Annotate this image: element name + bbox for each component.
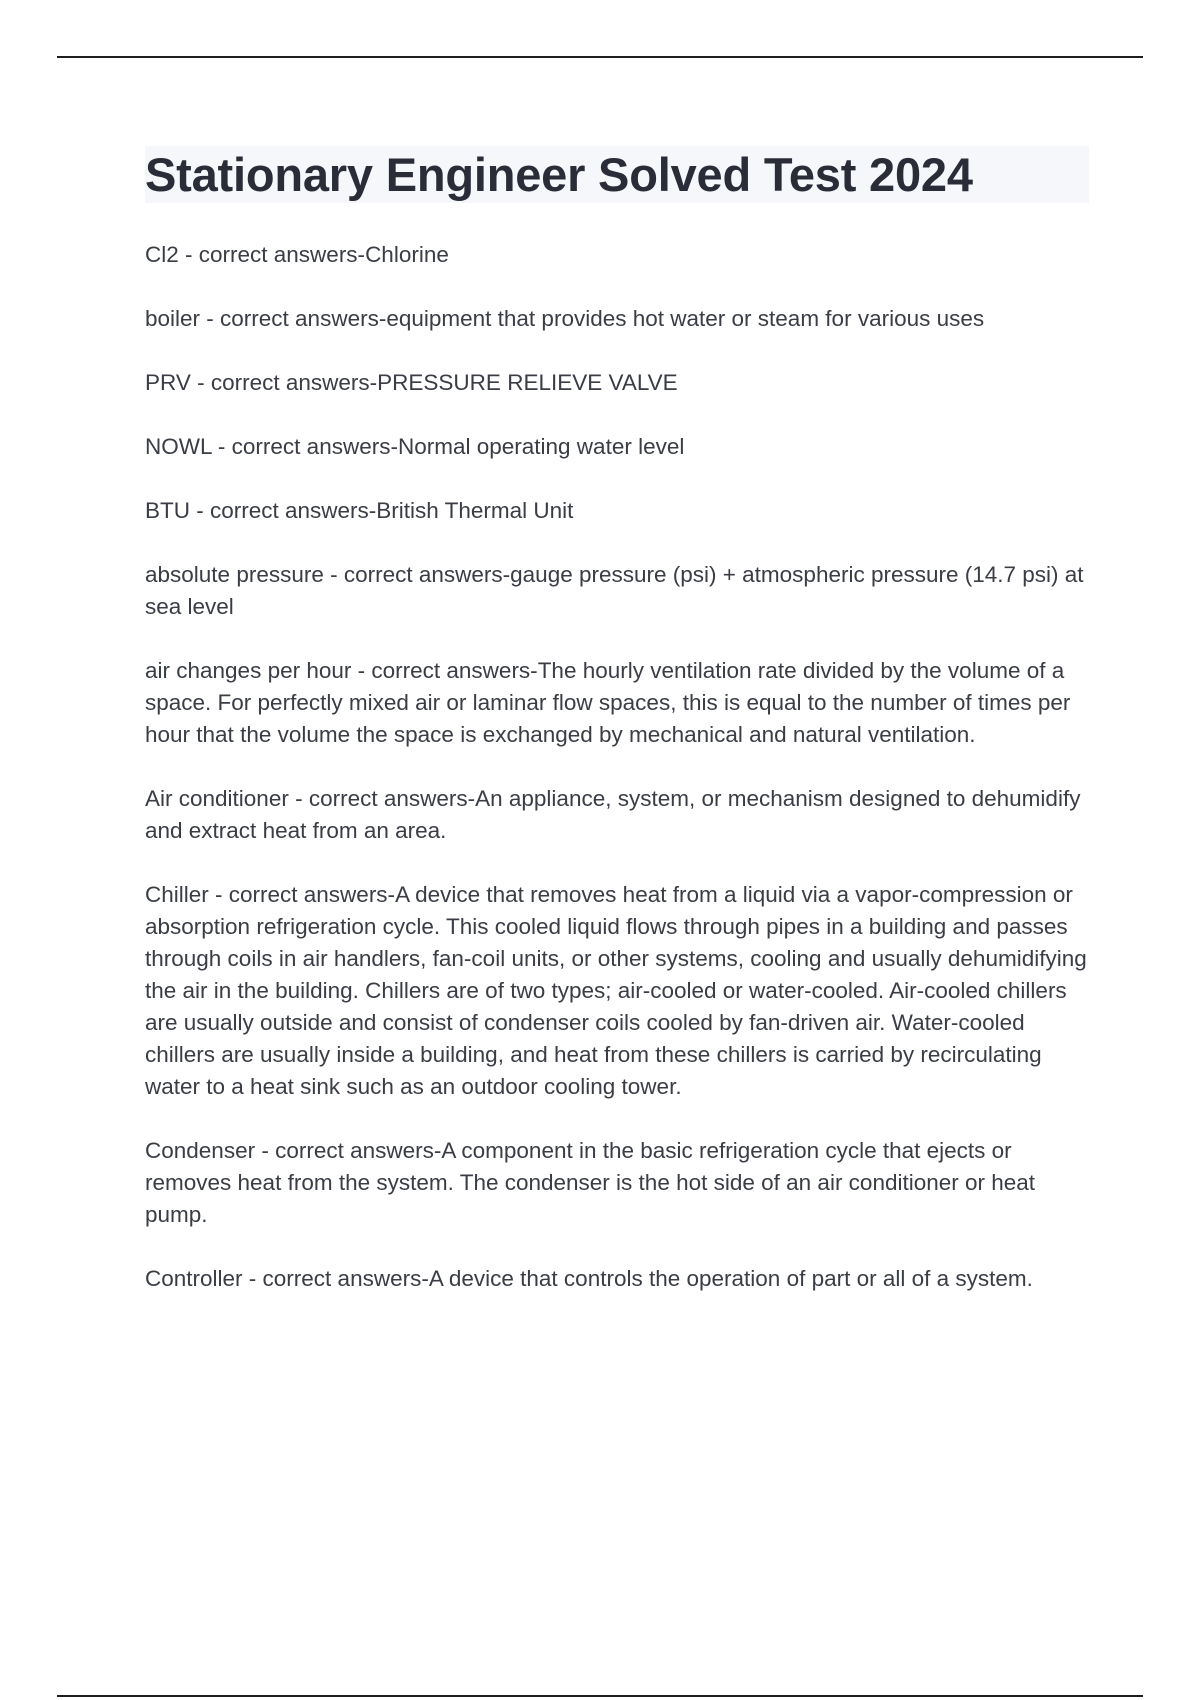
entry-definition: The hourly ventilation rate divided by the volume of a space. For perfectly mixed air or laminar flow spaces, this is equal to the number of times per hour that the volume the space is exchanged by mechanical and natural ventilation. [145, 658, 1071, 747]
entry-term: absolute pressure [145, 562, 324, 587]
top-rule [57, 56, 1143, 58]
entry-definition: gauge pressure (psi) + atmospheric pressure (14.7 psi) at sea level [145, 562, 1084, 619]
entry-definition: An appliance, system, or mechanism designed to dehumidify and extract heat from an area. [145, 786, 1081, 843]
entry-separator: - correct answers- [200, 306, 387, 331]
entry-air-conditioner [145, 783, 1095, 847]
entry-definition: A device that controls the operation of part or all of a system. [428, 1266, 1033, 1291]
entry-term: BTU [145, 498, 190, 523]
entry-term: Controller [145, 1266, 243, 1291]
entry-definition: A component in the basic refrigeration cycle that ejects or removes heat from the system. The condenser is the hot side of an air conditioner or heat pump. [145, 1138, 1036, 1227]
bottom-rule [57, 1695, 1143, 1697]
entry-separator: - correct answers- [288, 786, 476, 811]
entry-btu [145, 495, 1095, 527]
entry-air-changes-per-hour [145, 655, 1095, 751]
entry-separator: - correct answers- [351, 658, 538, 683]
document-title: Stationary Engineer Solved Test 2024 [145, 148, 973, 201]
entry-separator: - correct answers- [255, 1138, 442, 1163]
title-block [145, 146, 1089, 203]
entry-term: Cl2 [145, 242, 179, 267]
entry-term: air changes per hour [145, 658, 352, 683]
entry-chiller [145, 879, 1095, 1103]
entry-definition: PRESSURE RELIEVE VALVE [377, 370, 678, 395]
entry-term: Air conditioner [145, 786, 289, 811]
entry-term: PRV [145, 370, 191, 395]
entry-cl2 [145, 239, 1095, 271]
entry-controller [145, 1263, 1095, 1295]
entry-nowl [145, 431, 1095, 463]
entry-term: NOWL [145, 434, 212, 459]
entry-prv [145, 367, 1095, 399]
entry-separator: - correct answers- [178, 242, 366, 267]
entry-term: boiler [145, 306, 201, 331]
entry-list [145, 239, 1095, 1295]
entry-absolute-pressure [145, 559, 1095, 623]
entry-term: Chiller [145, 882, 209, 907]
entry-separator: - correct answers- [242, 1266, 429, 1291]
entry-separator: - correct answers- [323, 562, 511, 587]
entry-definition: A device that removes heat from a liquid via a vapor-compression or absorption refrigeration cycle. This cooled liquid flows through pipes in a building and passes through coils in air handlers, fan-coil units, or other systems, cooling and usually dehumidifying the air in the building. Chillers are of two types; air-cooled or water-cooled. Air-cooled chillers are usually outside and consist of condenser coils cooled by fan-driven air. Water-cooled chillers are usually inside a building, and heat from these chillers is carried by recirculating water to a heat sink such as an outdoor cooling tower. [145, 882, 1087, 1099]
entry-separator: - correct answers- [190, 370, 378, 395]
entry-definition: British Thermal Unit [376, 498, 574, 523]
entry-definition: Chlorine [365, 242, 449, 267]
entry-condenser [145, 1135, 1095, 1231]
entry-separator: - correct answers- [211, 434, 398, 459]
entry-boiler [145, 303, 1095, 335]
entry-term: Condenser [145, 1138, 256, 1163]
entry-definition: Normal operating water level [397, 434, 685, 459]
entry-separator: - correct answers- [208, 882, 396, 907]
entry-definition: equipment that provides hot water or steam for various uses [386, 306, 985, 331]
entry-separator: - correct answers- [190, 498, 377, 523]
